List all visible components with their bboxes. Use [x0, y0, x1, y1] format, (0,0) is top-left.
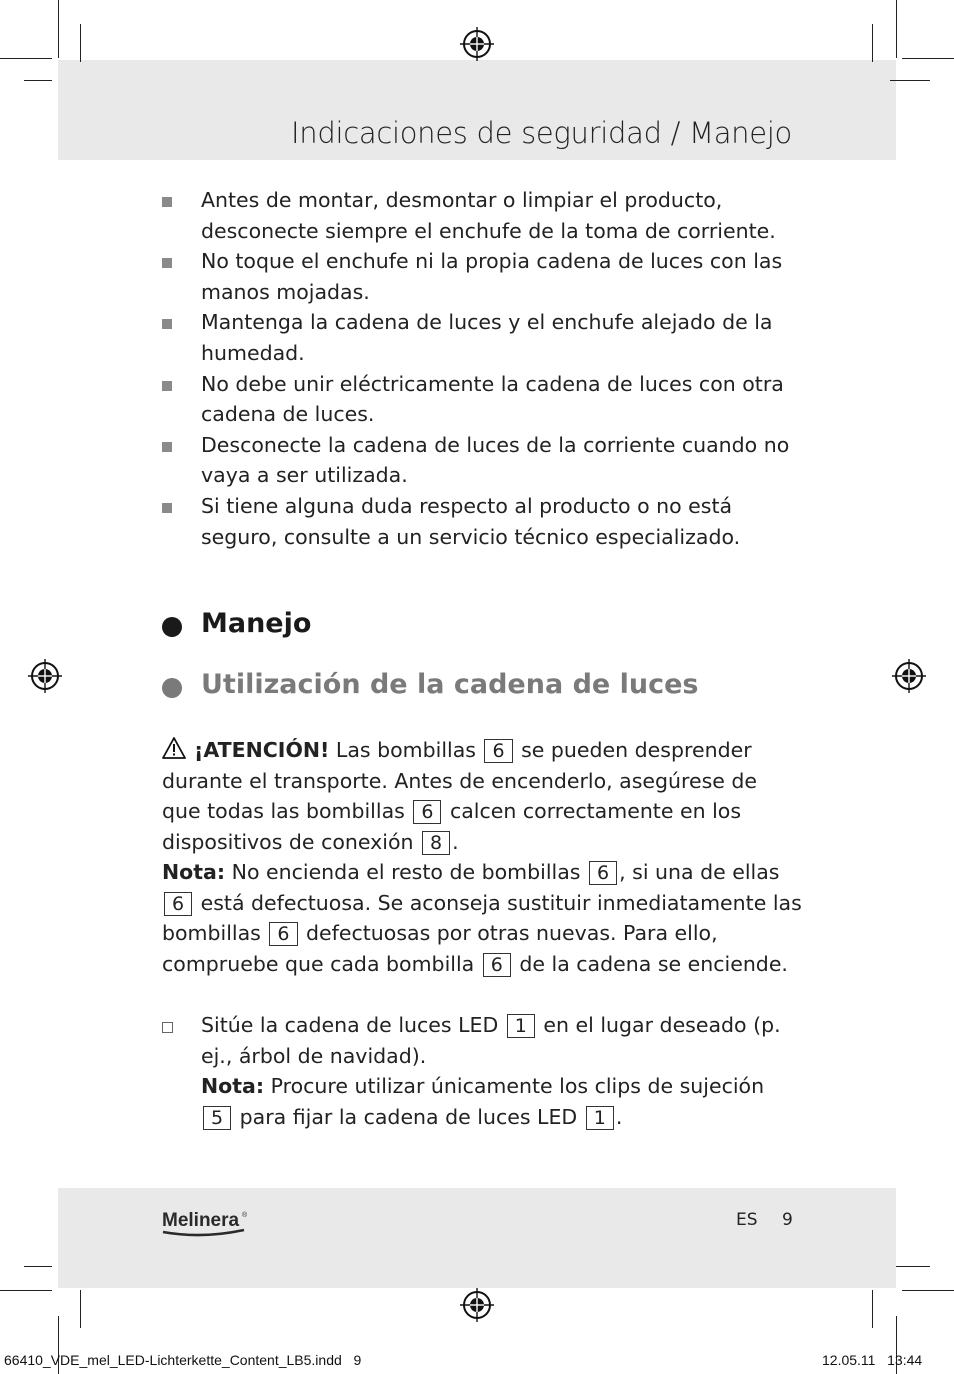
- heading-dot-icon: [162, 617, 182, 637]
- part-ref: 8: [422, 831, 450, 855]
- crop-mark: [80, 24, 81, 62]
- brand-logo: [162, 1206, 252, 1244]
- list-item: Mantenga la cadena de luces y el enchufe alejado de la humedad.: [162, 307, 802, 368]
- crop-mark: [872, 24, 873, 62]
- safety-list: [162, 185, 802, 552]
- melinera-logo-icon: [162, 1206, 252, 1240]
- registration-mark-icon: [28, 659, 62, 693]
- bullet-square-icon: [162, 442, 172, 452]
- page-title: Indicaciones de seguridad / Manejo: [291, 116, 792, 150]
- checkbox-icon: [162, 1022, 173, 1033]
- crop-mark: [896, 0, 897, 58]
- registration-mark-icon: [460, 1288, 494, 1322]
- crop-mark: [890, 1266, 930, 1267]
- slug-date: 12.05.11 13:44: [822, 1352, 923, 1368]
- crop-mark: [0, 58, 52, 59]
- crop-mark: [58, 0, 59, 58]
- bullet-square-icon: [162, 381, 172, 391]
- crop-mark: [872, 1290, 873, 1328]
- warning-triangle-icon: [162, 737, 186, 759]
- slug-file: 66410_VDE_mel_LED-Lichterkette_Content_LB5.indd 9: [4, 1352, 362, 1368]
- crop-mark: [24, 1266, 52, 1267]
- footer-language: ES: [736, 1210, 758, 1230]
- note-label: Nota:: [201, 1074, 265, 1099]
- part-ref: 6: [164, 892, 192, 916]
- list-item: No debe unir eléctricamente la cadena de luces con otra cadena de luces.: [162, 369, 802, 430]
- part-ref: 5: [203, 1106, 231, 1130]
- bullet-square-icon: [162, 258, 172, 268]
- instruction-step: Sitúe la cadena de luces LED 1 en el lugar deseado (p. ej., árbol de navidad). Nota: Procure utilizar únicamente los clips de sujeción 5 para fijar la cadena de luces LED 1 .: [162, 1010, 802, 1132]
- bullet-square-icon: [162, 503, 172, 513]
- bullet-square-icon: [162, 319, 172, 329]
- list-item: Antes de montar, desmontar o limpiar el producto, desconecte siempre el enchufe de la toma de corriente.: [162, 185, 802, 246]
- crop-mark: [890, 80, 930, 81]
- part-ref: 6: [589, 861, 617, 885]
- part-ref: 1: [586, 1106, 614, 1130]
- part-ref: 6: [413, 800, 441, 824]
- crop-mark: [902, 58, 954, 59]
- note-label: Nota:: [162, 860, 226, 884]
- crop-mark: [80, 1290, 81, 1328]
- crop-mark: [0, 1290, 52, 1291]
- part-ref: 6: [484, 739, 512, 763]
- part-ref: 1: [507, 1014, 535, 1038]
- registration-mark-icon: [892, 659, 926, 693]
- list-item: Desconecte la cadena de luces de la corriente cuando no vaya a ser utilizada.: [162, 430, 802, 491]
- crop-mark: [902, 1290, 954, 1291]
- svg-text:®: ®: [242, 1212, 248, 1219]
- page-number: 9: [782, 1210, 793, 1230]
- part-ref: 6: [483, 953, 511, 977]
- list-item: No toque el enchufe ni la propia cadena de luces con las manos mojadas.: [162, 246, 802, 307]
- warning-label: ¡ATENCIÓN!: [194, 738, 330, 762]
- bullet-square-icon: [162, 197, 172, 207]
- svg-text:Melinera: Melinera: [162, 1210, 240, 1231]
- note-paragraph: Nota: No encienda el resto de bombillas 6 , si una de ellas 6 está defectuosa. Se aconseja sustituir inmediatamente las bombillas 6 defectuosas por otras nuevas. Para ello, compruebe que cada bombilla 6 de la cadena se enciende.: [162, 860, 802, 976]
- registration-mark-icon: [460, 27, 494, 61]
- list-item: Si tiene alguna duda respecto al producto o no está seguro, consulte a un servicio técnico especializado.: [162, 491, 802, 552]
- part-ref: 6: [269, 922, 297, 946]
- warning-paragraph: ¡ATENCIÓN! Las bombillas 6 se pueden desprender durante el transporte. Antes de encenderlo, asegúrese de que todas las bombillas 6 calcen correctamente en los dispositivos de conexión 8 .: [162, 738, 758, 854]
- heading-dot-icon: [162, 678, 182, 698]
- crop-mark: [24, 80, 52, 81]
